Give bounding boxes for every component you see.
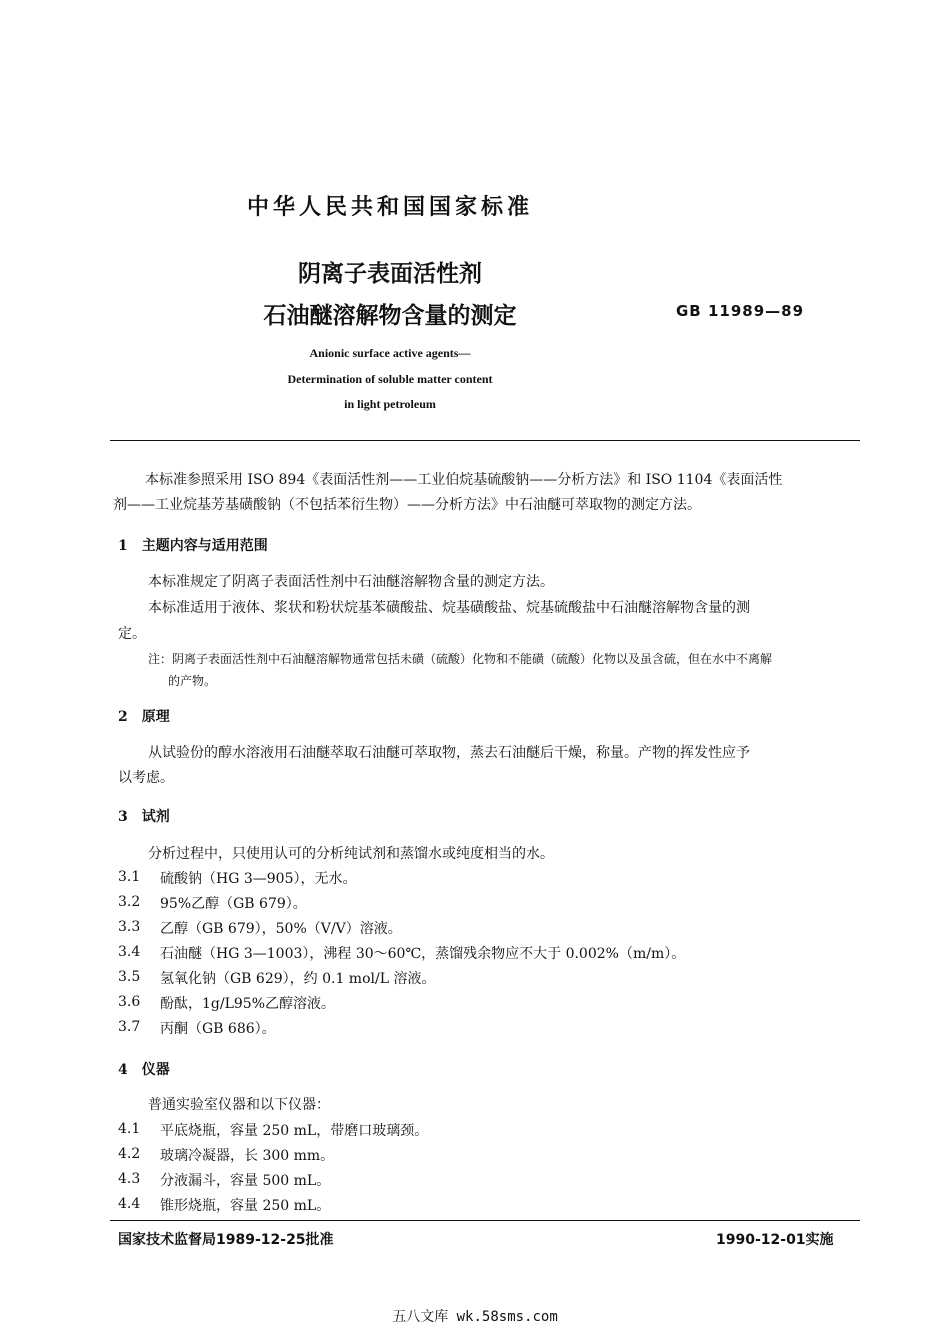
national-standard-header: 中华人民共和国国家标准 xyxy=(246,195,533,220)
approval-date: 国家技术监督局1989-12-25批准 xyxy=(118,1232,334,1248)
item-3-7-num: 3.7 xyxy=(118,1019,141,1035)
section-1-para-1: 本标准规定了阴离子表面活性剂中石油醚溶解物含量的测定方法。 xyxy=(148,574,554,590)
item-3-3-num: 3.3 xyxy=(118,919,141,935)
item-3-4-num: 3.4 xyxy=(118,944,141,960)
english-title-3: in light petroleum xyxy=(344,397,436,411)
item-3-4-text: 石油醚（HG 3—1003），沸程 30～60℃，蒸馏残余物应不大于 0.002%（m/m）。 xyxy=(160,946,686,962)
top-divider xyxy=(110,440,860,441)
item-4-3-num: 4.3 xyxy=(118,1171,141,1187)
english-title-1: Anionic surface active agents— xyxy=(309,346,471,360)
section-1-note-b: 的产物。 xyxy=(168,674,217,688)
item-3-6-text: 酚酞，1g/L95%乙醇溶液。 xyxy=(160,996,335,1012)
bottom-divider xyxy=(110,1220,860,1221)
effective-date: 1990-12-01实施 xyxy=(716,1232,834,1248)
title-line-2: 石油醚溶解物含量的测定 xyxy=(263,303,517,329)
item-3-7-text: 丙酮（GB 686）。 xyxy=(160,1021,276,1037)
item-3-5-num: 3.5 xyxy=(118,969,141,985)
item-3-3-text: 乙醇（GB 679），50%（V/V）溶液。 xyxy=(160,921,402,937)
section-1-note-a: 注：阴离子表面活性剂中石油醚溶解物通常包括未磺（硫酸）化物和不能磺（硫酸）化物以及虽含硫，但在水中不离解 xyxy=(148,652,773,666)
item-4-1-num: 4.1 xyxy=(118,1121,141,1137)
section-2-heading: 2 原理 xyxy=(118,709,170,725)
gb-code: GB 11989—89 xyxy=(676,302,805,320)
section-1-para-2b: 定。 xyxy=(118,626,146,642)
item-3-1-text: 硫酸钠（HG 3—905），无水。 xyxy=(160,871,357,887)
section-3-intro: 分析过程中，只使用认可的分析纯试剂和蒸馏水或纯度相当的水。 xyxy=(148,846,554,862)
english-title-2: Determination of soluble matter content xyxy=(287,372,493,386)
item-4-1-text: 平底烧瓶，容量 250 mL，带磨口玻璃颈。 xyxy=(160,1123,429,1139)
item-4-2-num: 4.2 xyxy=(118,1146,141,1162)
intro-line-1: 本标准参照采用 ISO 894《表面活性剂——工业伯烷基硫酸钠——分析方法》和 ISO 1104《表面活性 xyxy=(145,472,783,488)
section-4-heading: 4 仪器 xyxy=(118,1062,170,1078)
section-4-intro: 普通实验室仪器和以下仪器： xyxy=(148,1097,330,1113)
section-1-heading: 1 主题内容与适用范围 xyxy=(118,538,268,554)
section-2-para-a: 从试验份的醇水溶液用石油醚萃取石油醚可萃取物，蒸去石油醚后干燥，称量。产物的挥发性应予 xyxy=(148,745,750,761)
item-4-4-num: 4.4 xyxy=(118,1196,141,1212)
item-4-2-text: 玻璃冷凝器，长 300 mm。 xyxy=(160,1148,335,1164)
item-4-3-text: 分液漏斗，容量 500 mL。 xyxy=(160,1173,331,1189)
section-1-para-2a: 本标准适用于液体、浆状和粉状烷基苯磺酸盐、烷基磺酸盐、烷基硫酸盐中石油醚溶解物含量的测 xyxy=(148,600,750,616)
item-3-2-text: 95%乙醇（GB 679）。 xyxy=(160,896,307,912)
item-3-6-num: 3.6 xyxy=(118,994,141,1010)
intro-line-2: 剂——工业烷基芳基磺酸钠（不包括苯衍生物）——分析方法》中石油醚可萃取物的测定方法。 xyxy=(113,497,701,513)
watermark: 五八文库 wk.58sms.com xyxy=(392,1309,558,1325)
item-3-2-num: 3.2 xyxy=(118,894,141,910)
item-3-5-text: 氢氧化钠（GB 629），约 0.1 mol/L 溶液。 xyxy=(160,971,436,987)
section-2-para-b: 以考虑。 xyxy=(118,770,174,786)
section-3-heading: 3 试剂 xyxy=(118,809,170,825)
item-4-4-text: 锥形烧瓶，容量 250 mL。 xyxy=(160,1198,331,1214)
item-3-1-num: 3.1 xyxy=(118,869,141,885)
title-line-1: 阴离子表面活性剂 xyxy=(298,261,482,287)
